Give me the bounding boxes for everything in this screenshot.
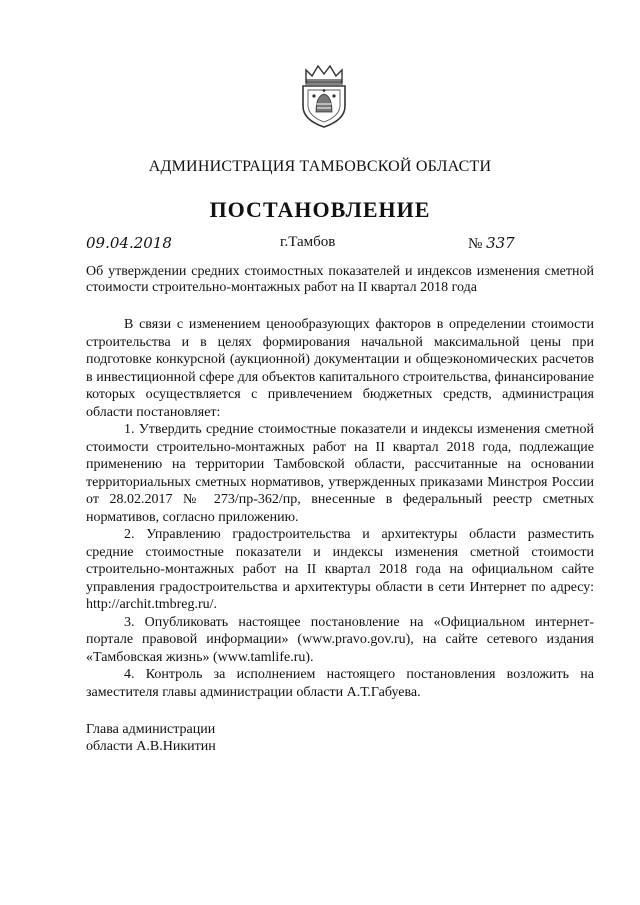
resolution-item: 2. Управлению градостроительства и архитектуры области разместить средние стоимостные показатели и индексы изменения сметной стоимости строительно-монтажных работ на II квартал 2018 года на официальном сайте управления градостроительства и архитектуры области в сети Интернет по адресу: http://archit.tmbreg.ru/. — [86, 527, 594, 612]
document-subject: Об утверждении средних стоимостных показателей и индексов изменения сметной стоимости строительно-монтажных работ на II квартал 2018 года — [86, 264, 594, 295]
organization-title: АДМИНИСТРАЦИЯ ТАМБОВСКОЙ ОБЛАСТИ — [148, 158, 492, 175]
resolution-item: 4. Контроль за исполнением настоящего постановления возложить на заместителя главы администрации области А.Т.Габуева. — [86, 667, 594, 700]
signature-block — [86, 721, 216, 755]
document-type-heading: ПОСТАНОВЛЕНИЕ — [209, 197, 431, 222]
coat-of-arms-icon — [294, 60, 354, 130]
number-label: № — [468, 236, 483, 252]
preamble-paragraph: В связи с изменением ценообразующих факторов в определении стоимости строительства и в целях формирования начальной максимальной цены при подготовке конкурсной (аукционной) документации и общеэкономических расчетов в инвестиционной сфере для объектов капитального строительства, финансирование которых осуществляется с привлечением бюджетных средств, администрация области постановляет: — [86, 317, 594, 420]
signatory-position: Глава администрации — [86, 722, 216, 737]
signatory-name: области А.В.Никитин — [86, 739, 216, 754]
resolution-item: 3. Опубликовать настоящее постановление на «Официальном интернет-портале правовой информации» (www.pravo.gov.ru), на сайте сетевого издания «Тамбовская жизнь» (www.tamlife.ru). — [86, 614, 594, 665]
document-number — [468, 234, 515, 253]
document-date: 09.04.2018 — [86, 234, 172, 252]
resolution-item: 1. Утвердить средние стоимостные показатели и индексы изменения сметной стоимости строительно-монтажных работ на II квартал 2018 года, подлежащие применению на территории Тамбовской области, рассчитанные на основании территориальных сметных нормативов, утвержденных приказами Минстроя России от 28.02.2017 № 273/пр-362/пр, внесенные в федеральный реестр сметных нормативов, согласно приложению. — [86, 422, 594, 525]
document-body — [86, 316, 594, 701]
document-city: г.Тамбов — [280, 234, 336, 250]
number-value: 337 — [486, 234, 515, 252]
